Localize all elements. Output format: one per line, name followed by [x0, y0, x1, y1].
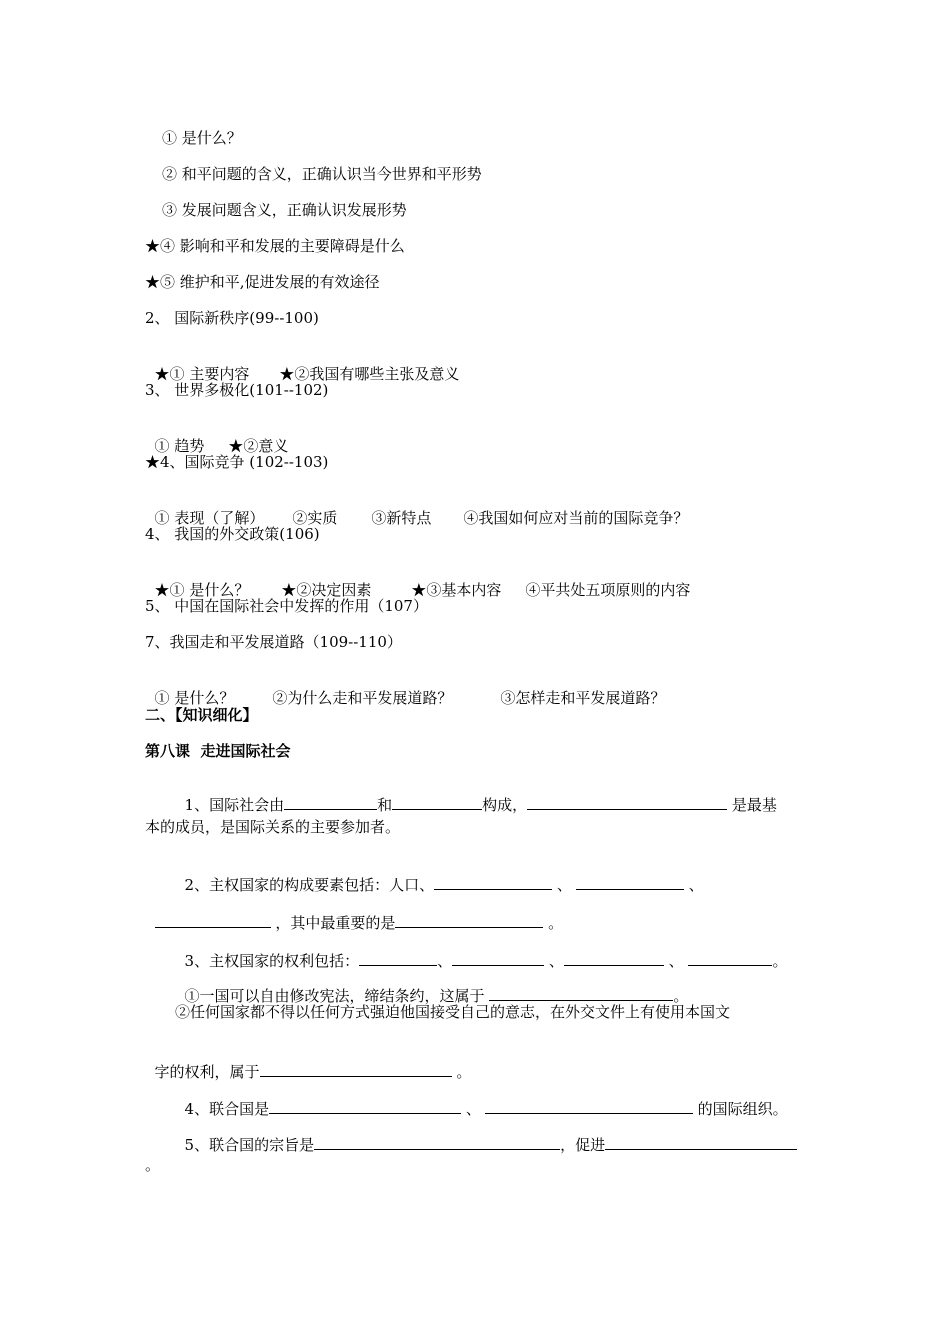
q2-text-d: ，其中最重要的是	[270, 914, 396, 932]
outline-item-7b: ★②我国有哪些主张及意义	[279, 365, 460, 383]
outline-item-9a: ① 趋势	[154, 437, 205, 455]
outline-item-16a: ① 是什么？	[154, 689, 235, 707]
outline-item-13a: ★① 是什么？	[154, 581, 250, 599]
outline-row-13	[145, 560, 690, 600]
q5-continuation: 。	[145, 1156, 161, 1174]
q2-text-a: 2、主权国家的构成要素包括：人口、	[184, 876, 435, 894]
q1-continuation: 本的成员，是国际关系的主要参加者。	[145, 818, 401, 836]
outline-heading-3: 3、 世界多极化(101--102)	[145, 381, 329, 399]
question-2-continuation	[145, 893, 563, 933]
question-2	[175, 855, 704, 895]
q3-text-e: 。	[772, 952, 788, 970]
q3-2-text-c: 。	[451, 1063, 472, 1081]
outline-item-9b: ★②意义	[228, 437, 289, 455]
question-5	[175, 1115, 797, 1155]
q2-text-c: 、	[683, 876, 704, 894]
q3-text-d: 、	[663, 952, 689, 970]
q3-blank-3[interactable]	[564, 951, 664, 966]
q3-1-text-b: 。	[673, 987, 689, 1005]
question-3-2-continuation	[145, 1042, 471, 1082]
outline-row-9	[145, 416, 288, 456]
outline-item-11c: ③新特点	[371, 509, 432, 527]
q2-blank-3[interactable]	[155, 913, 271, 928]
question-3-2: ②任何国家都不得以任何方式强迫他国接受自己的意志，在外交文件上有使用本国文	[175, 1003, 731, 1021]
q3-1-text-a: ①一国可以自由修改宪法，缔结条约，这属于	[184, 987, 490, 1005]
q2-blank-1[interactable]	[434, 875, 552, 890]
outline-item-11b: ②实质	[292, 509, 338, 527]
outline-item-13c: ★③基本内容	[411, 581, 502, 599]
outline-item-13d: ④平共处五项原则的内容	[525, 581, 691, 599]
question-1	[175, 775, 777, 815]
q3-blank-2[interactable]	[452, 951, 544, 966]
q5-blank-1[interactable]	[314, 1135, 560, 1150]
outline-row-16	[145, 668, 665, 708]
q5-text-b: ，促进	[560, 1136, 606, 1154]
q3-2-blank[interactable]	[260, 1062, 452, 1077]
q3-blank-1[interactable]	[359, 951, 437, 966]
q2-blank-2[interactable]	[576, 875, 684, 890]
question-3-1	[175, 966, 688, 1006]
q5-blank-2[interactable]	[605, 1135, 797, 1150]
outline-item-16c: ③怎样走和平发展道路？	[500, 689, 666, 707]
outline-heading-2: 2、 国际新秩序(99--100)	[145, 309, 319, 327]
outline-heading-7: 7、我国走和平发展道路（109--110）	[145, 633, 402, 651]
q1-blank-2[interactable]	[392, 795, 482, 810]
q1-text-d: 是最基	[727, 796, 777, 814]
lesson-title: 第八课 走进国际社会	[145, 742, 291, 760]
q4-blank-1[interactable]	[269, 1099, 461, 1114]
outline-heading-5: 5、 中国在国际社会中发挥的作用（107）	[145, 597, 428, 615]
q3-text-b: 、	[437, 952, 453, 970]
q1-text-b: 和	[377, 796, 393, 814]
question-4	[175, 1079, 788, 1119]
q3-text-c: 、	[544, 952, 564, 970]
outline-item-7a: ★① 主要内容	[154, 365, 250, 383]
q1-text-a: 1、国际社会由	[184, 796, 285, 814]
outline-item-3: ③ 发展问题含义，正确认识发展形势	[162, 201, 407, 219]
question-3	[175, 931, 787, 971]
outline-item-13b: ★②决定因素	[281, 581, 372, 599]
q1-text-c: 构成，	[482, 796, 528, 814]
q3-1-blank[interactable]	[489, 986, 673, 1001]
outline-item-2: ② 和平问题的含义，正确认识当今世界和平形势	[162, 165, 482, 183]
q5-text-a: 5、联合国的宗旨是	[184, 1136, 315, 1154]
q3-blank-4[interactable]	[688, 951, 772, 966]
outline-heading-4b: 4、 我国的外交政策(106)	[145, 525, 320, 543]
outline-heading-4a: ★4、国际竞争 (102--103)	[145, 453, 329, 471]
q2-text-b: 、	[552, 876, 572, 894]
q3-2-text-b: 字的权利，属于	[154, 1063, 260, 1081]
outline-item-5: ★⑤ 维护和平,促进发展的有效途径	[145, 273, 380, 291]
outline-item-4: ★④ 影响和平和发展的主要障碍是什么	[145, 237, 405, 255]
q4-text-c: 的国际组织。	[692, 1100, 788, 1118]
outline-item-11a: ① 表现（了解）	[154, 509, 265, 527]
q3-text-a: 3、主权国家的权利包括：	[184, 952, 360, 970]
outline-item-11d: ④我国如何应对当前的国际竞争？	[463, 509, 689, 527]
q1-blank-3[interactable]	[527, 795, 727, 810]
outline-row-7	[145, 344, 459, 384]
q4-text-b: 、	[461, 1100, 481, 1118]
q1-blank-1[interactable]	[284, 795, 377, 810]
q4-text-a: 4、联合国是	[184, 1100, 270, 1118]
q2-blank-4[interactable]	[395, 913, 543, 928]
q4-blank-2[interactable]	[485, 1099, 693, 1114]
section-heading: 二、【知识细化】	[145, 706, 258, 724]
outline-row-11	[145, 488, 688, 528]
outline-item-1: ① 是什么？	[162, 129, 242, 147]
outline-item-16b: ②为什么走和平发展道路？	[272, 689, 453, 707]
q2-text-e: 。	[543, 914, 564, 932]
